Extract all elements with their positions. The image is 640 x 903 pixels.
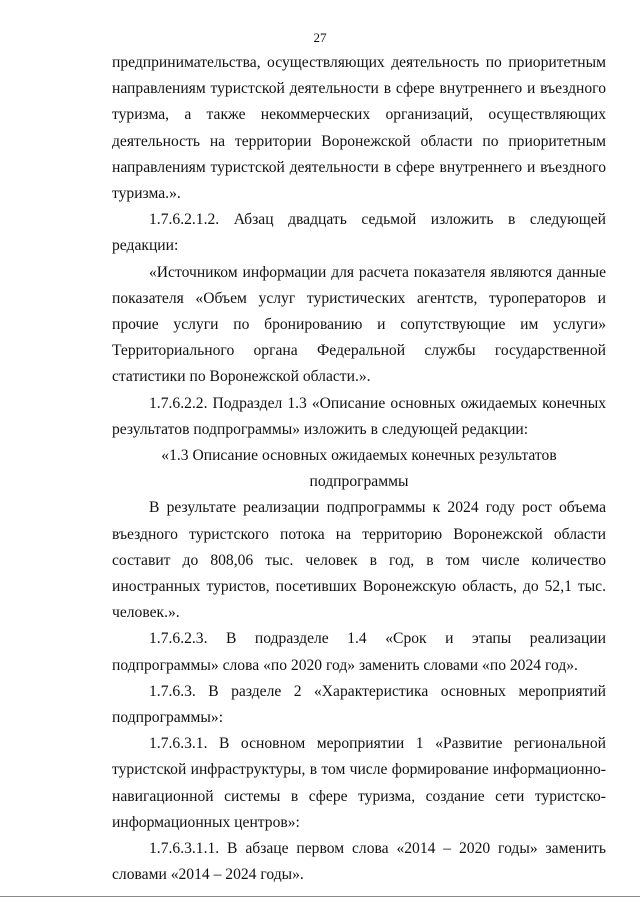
paragraph-1-7-6-2-3: 1.7.6.2.3. В подразделе 1.4 «Срок и этапы реализации подпрограммы» слова «по 2020 год» заменить словами «по 2024 год». (112, 630, 606, 674)
paragraph-expected-results: В результате реализации подпрограммы к 2024 году рост объема въездного туристского потока на территорию Воронежской области составит до 808,06 тыс. человек в год, в том числе количество иностранных туристов, посетивших Воронежскую область, до 52,1 тыс. человек.». (112, 499, 606, 622)
paragraph-1-7-6-2-2: 1.7.6.2.2. Подраздел 1.3 «Описание основных ожидаемых конечных результатов подпрограммы» изложить в следующей редакции: (112, 394, 606, 438)
paragraph-continuation: предпринимательства, осуществляющих деятельность по приоритетным направлениям туристской деятельности в сфере внутреннего и въездного туризма, а также некоммерческих организаций, осуществляющих деятельность на территории Воронежской области по приоритетным направлениям туристской деятельности в сфере внутреннего и въездного туризма.». (112, 54, 606, 203)
paragraph-1-7-6-3-1-1: 1.7.6.3.1.1. В абзаце первом слова «2014 – 2020 годы» заменить словами «2014 – 2024 годы». (112, 840, 606, 884)
page-number: 27 (313, 30, 327, 45)
paragraph-1-7-6-3: 1.7.6.3. В разделе 2 «Характеристика основных мероприятий подпрограммы»: (112, 682, 606, 727)
paragraph-1-7-6-3-1: 1.7.6.3.1. В основном мероприятии 1 «Развитие региональной туристской инфраструктуры, в том числе формирование информационно-навигационной системы в сфере туризма, создание сети туристско-информационных центров»: (112, 735, 606, 831)
page-bottom-edge (0, 896, 640, 897)
paragraph-1-7-6-2-1-2: 1.7.6.2.1.2. Абзац двадцать седьмой изложить в следующей редакции: (112, 211, 606, 255)
document-body (112, 50, 606, 889)
paragraph-source-info: «Источником информации для расчета показателя являются данные показателя «Объем услуг туристических агентств, туроператоров и прочие услуги по бронированию и сопутствующие им услуги» Территориального органа Федеральной службы государственной статистики по Воронежской области.». (112, 263, 606, 386)
section-heading-1-3: «1.3 Описание основных ожидаемых конечных результатов подпрограммы (161, 447, 557, 491)
